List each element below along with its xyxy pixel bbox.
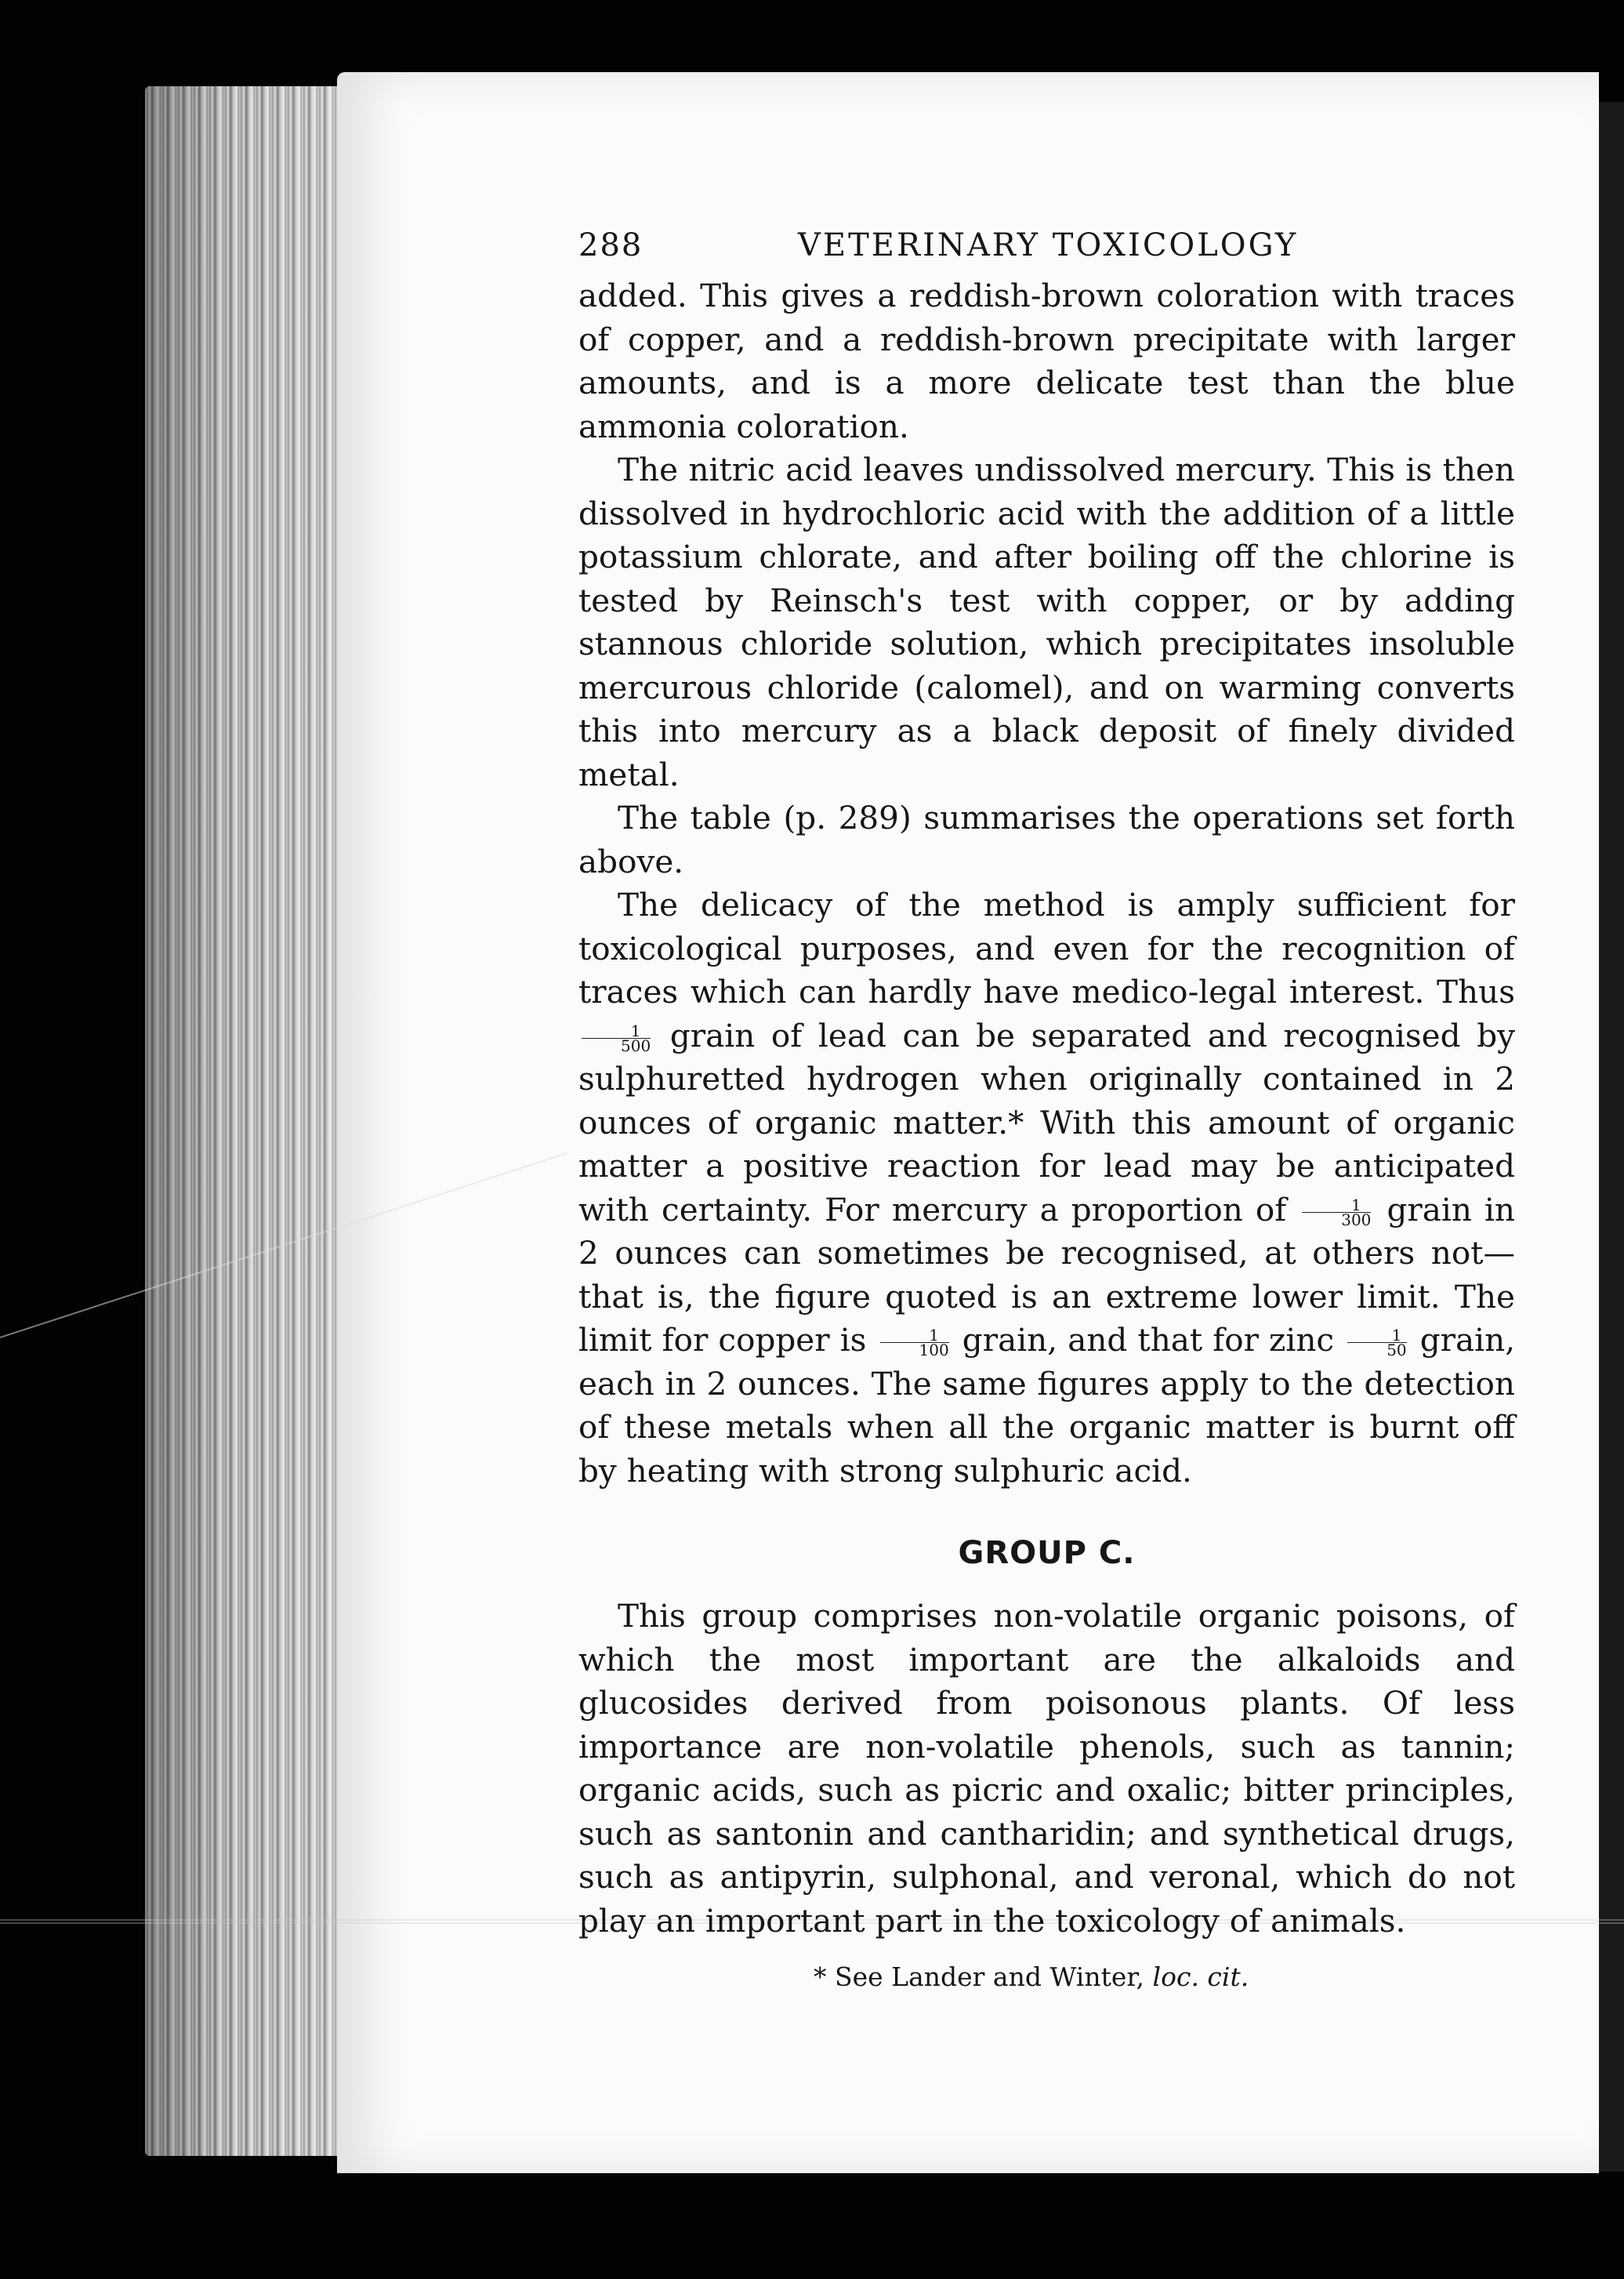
page-text	[578, 227, 1515, 1992]
paragraph-2: The nitric acid leaves undissolved mercury. This is then dissolved in hydrochloric acid with the addition of a little potassium chlorate, and after boiling off the chlorine is tested by Reinsch's test with copper, or by adding stannous chloride solution, which precipitates insoluble mercurous chloride (calomel), and on warming converts this into mercury as a black deposit of finely divided metal.	[578, 451, 1515, 793]
paragraph-4	[578, 884, 1515, 1493]
running-title: VETERINARY TOXICOLOGY	[798, 227, 1299, 263]
fraction-1-500	[582, 1021, 651, 1055]
fraction-denominator: 50	[1387, 1341, 1407, 1359]
page-edges-shadow	[145, 86, 349, 2156]
fraction-numerator: 1	[1302, 1198, 1371, 1213]
fraction-1-100	[880, 1328, 949, 1357]
fraction-numerator: 1	[1347, 1328, 1406, 1343]
footnote	[814, 1961, 1515, 1992]
page-number: 288	[578, 227, 643, 263]
running-header	[578, 227, 1515, 274]
p4-part-a: The delicacy of the method is amply sufficient for toxicological purposes, and even for the recognition of traces which can hardly have medico-legal interest. Thus	[578, 886, 1515, 1011]
fraction-denominator: 300	[1341, 1210, 1372, 1229]
footnote-citation: loc. cit.	[1152, 1961, 1249, 1992]
section-heading: GROUP C.	[958, 1535, 1136, 1571]
footnote-text: See Lander and Winter,	[835, 1961, 1145, 1992]
p4-part-c: grain in 2 ounces can sometimes be recognised, at others not—that is, the figure quoted is an extreme lower limit. The limit for copper is	[578, 1190, 1515, 1359]
p4-part-d: grain, and that for zinc	[962, 1321, 1335, 1359]
fraction-1-50	[1347, 1328, 1406, 1357]
paragraph-3: The table (p. 289) summarises the operations set forth above.	[578, 799, 1515, 880]
fraction-numerator: 1	[582, 1024, 651, 1039]
paragraph-1: added. This gives a reddish-brown coloration with traces of copper, and a reddish-brown precipitate with larger amounts, and is a more delicate test than the blue ammonia coloration.	[578, 277, 1515, 445]
fraction-denominator: 500	[621, 1036, 651, 1055]
fraction-1-300	[1302, 1195, 1372, 1229]
right-border	[1599, 102, 1624, 2172]
p4-part-e: grain, each in 2 ounces. The same figures apply to the detection of these metals when all the organic matter is burnt off by heating with strong sulphuric acid.	[578, 1321, 1516, 1490]
p4-part-b: grain of lead can be separated and recognised by sulphuretted hydrogen when originally contained in 2 ounces of organic matter.* With this amount of organic matter a positive reaction for lead may be anticipated with certainty. For mercury a proportion of	[578, 1016, 1516, 1228]
paragraph-5: This group comprises non-volatile organic poisons, of which the most important are the alkaloids and glucosides derived from poisonous plants. Of less importance are non-volatile phenols, such as tannin; organic acids, such as picric and oxalic; bitter principles, such as santonin and cantharidin; and synthetical drugs, such as antipyrin, sulphonal, and veronal, which do not play an important part in the toxicology of animals.	[578, 1597, 1515, 1940]
footnote-marker: *	[814, 1961, 827, 1992]
fraction-numerator: 1	[880, 1328, 949, 1343]
fraction-denominator: 100	[919, 1341, 949, 1359]
